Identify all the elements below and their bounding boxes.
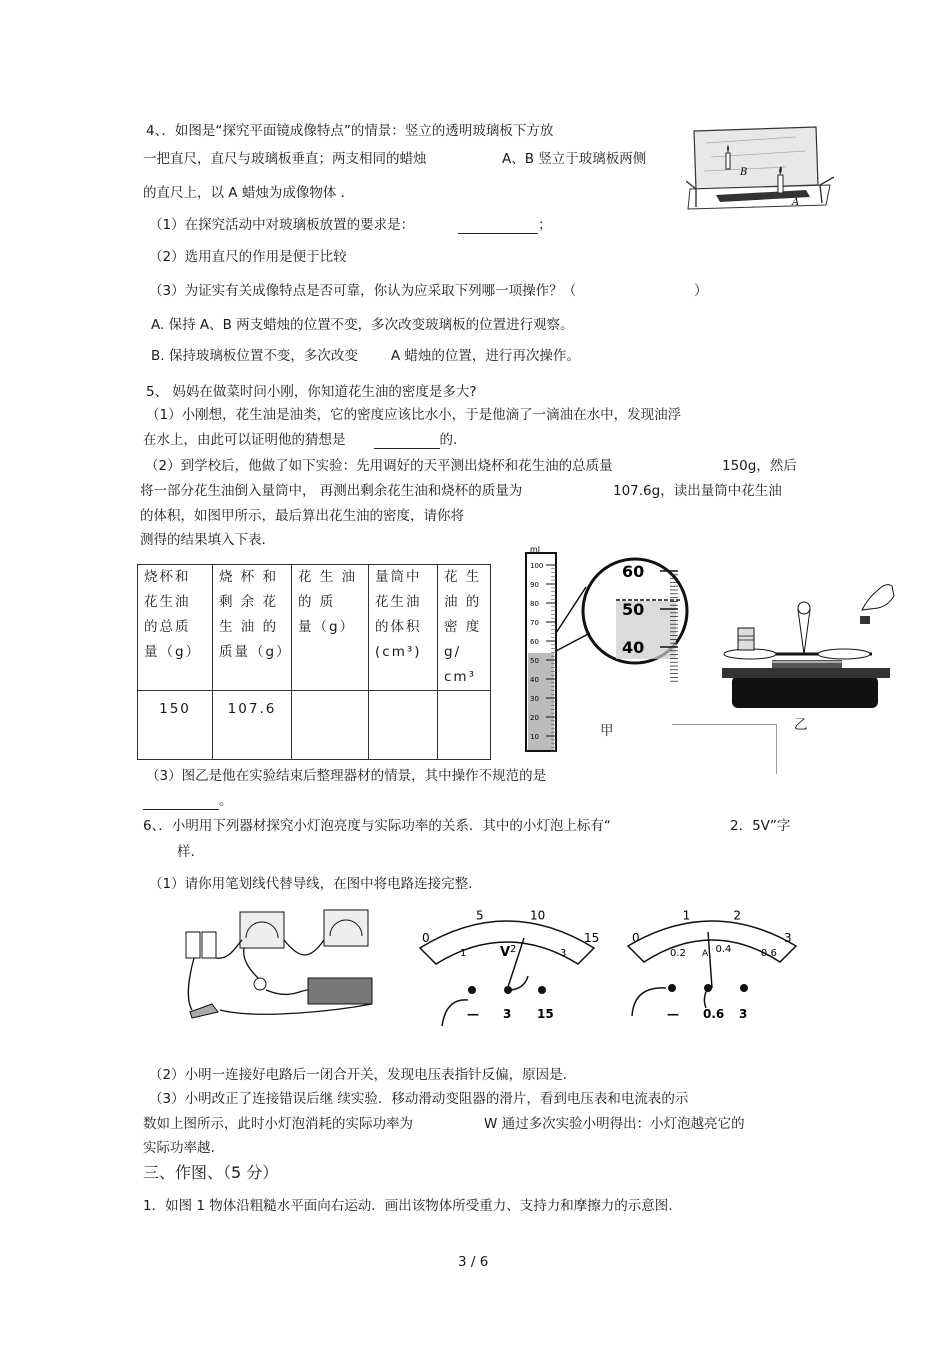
cylinder-tick-label: 50 xyxy=(530,657,539,665)
ammeter-unit: A xyxy=(702,949,709,959)
dial-outer-label: 15 xyxy=(584,931,600,945)
cell-remaining: 107.6 xyxy=(213,691,292,760)
q5-sub3b: 。 xyxy=(143,792,233,810)
balance-figure xyxy=(712,570,904,715)
q4-option-a: A. 保持 A、B 两支蜡烛的位置不变，多次改变玻璃板的位置进行观察。 xyxy=(151,317,574,333)
q6-line1c: 样. xyxy=(177,844,195,860)
q5-sub2b: 将一部分花生油倒入量筒中， 再测出剩余花生油和烧杯的质量为 xyxy=(140,483,523,499)
q4-line2b: A、B 竖立于玻璃板两侧 xyxy=(502,151,647,167)
cylinder-tick-label: 90 xyxy=(530,581,539,589)
q6-sub2: （2）小明一连接好电路后一闭合开关，发现电压表指针反偏，原因是. xyxy=(149,1067,567,1083)
cylinder-tick-label: 60 xyxy=(530,638,539,646)
zoom-tick-label: 60 xyxy=(622,562,645,581)
terminal-label: 3 xyxy=(739,1007,748,1021)
cylinder-tick-label: 70 xyxy=(530,619,539,627)
dial-inner-label: 0.4 xyxy=(715,944,732,955)
q4-line2a: 一把直尺，直尺与玻璃板垂直；两支相同的蜡烛 xyxy=(143,151,427,167)
ammeter-dial xyxy=(622,906,802,1026)
q4-sub1: （1）在探究活动中对玻璃板放置的要求是： ； xyxy=(149,217,552,233)
dial-inner-label: 0.2 xyxy=(670,948,686,960)
cylinder-tick-label: 80 xyxy=(530,600,539,608)
dial-inner-label: 2 xyxy=(510,944,517,955)
q5-line1: 5、 妈妈在做菜时问小刚，你知道花生油的密度是多大? xyxy=(146,384,477,400)
q4-line3: 的直尺上，以 A 蜡烛为成像物体 ． xyxy=(143,185,355,201)
cylinder-tick-label: 40 xyxy=(530,676,539,684)
dial-inner-label: 1 xyxy=(460,948,467,960)
q6-sub1: （1）请你用笔划线代替导线，在图中将电路连接完整. xyxy=(149,876,473,892)
terminal-label: — xyxy=(667,1007,679,1021)
q6-sub3c: 实际功率越. xyxy=(143,1140,215,1156)
circuit-figure xyxy=(180,900,406,1030)
q5-sub3a: （3）图乙是他在实验结束后整理器材的情景，其中操作不规范的是 xyxy=(146,768,547,784)
dial-inner-label: 3 xyxy=(560,948,567,960)
terminal-label: 3 xyxy=(503,1007,512,1021)
dial-outer-label: 2 xyxy=(733,908,741,923)
voltmeter-unit: V xyxy=(500,945,511,960)
q6-sub3b-unit: W 通过多次实验小明得出：小灯泡越亮它的 xyxy=(484,1116,745,1132)
label-b: B xyxy=(740,167,748,178)
voltmeter-dial xyxy=(412,906,602,1031)
dial-inner-label: 0.6 xyxy=(760,948,777,960)
header-volume: 量筒中 花生油 的体积 (cm³) xyxy=(369,565,438,691)
table-header-row xyxy=(138,565,491,691)
dial-outer-label: 1 xyxy=(682,908,691,923)
q6-line1a: 6、．小明用下列器材探究小灯泡亮度与实际功率的关系．其中的小灯泡上标有“ xyxy=(143,818,611,834)
sec3-q1: 1．如图 1 物体沿粗糙水平面向右运动．画出该物体所受重力、支持力和摩擦力的示意图. xyxy=(143,1198,673,1214)
section-heading: 三、作图、（5 分） xyxy=(143,1163,279,1182)
q5-sub1a: （1）小刚想，花生油是油类，它的密度应该比水小，于是他滴了一滴油在水中，发现油浮 xyxy=(146,407,682,423)
cell-density xyxy=(438,691,491,760)
label-a: A xyxy=(792,197,800,208)
results-table xyxy=(137,564,491,760)
divider xyxy=(672,724,776,725)
q5-sub1b: 在水上，由此可以证明他的猜想是 的. xyxy=(143,432,458,448)
q5-remaining-mass: 107.6g，读出量筒中花生油 xyxy=(613,483,782,499)
q4-line1: 4、．如图是“探究平面镜成像特点”的情景：竖立的透明玻璃板下方放 xyxy=(146,123,554,139)
cylinder-tick-label: 30 xyxy=(530,695,539,703)
q5-sub2d: 测得的结果填入下表. xyxy=(140,532,266,548)
q4-option-b: B. 保持玻璃板位置不变，多次改变 A 蜡烛的位置，进行再次操作。 xyxy=(151,348,580,364)
q6-line1b: 2．5V”字 xyxy=(730,818,791,834)
table-row xyxy=(138,691,491,760)
q5-sub2c: 的体积，如图甲所示，最后算出花生油的密度，请你将 xyxy=(140,508,464,524)
q4-sub3: （3）为证实有关成像特点是否可靠，你认为应采取下列哪一项操作？（ ） xyxy=(149,283,708,299)
zoom-tick-label: 50 xyxy=(622,600,645,619)
page-number: 3 / 6 xyxy=(458,1254,489,1270)
header-remaining-mass: 烧 杯 和 剩 余 花 生 油 的 质量（g） xyxy=(213,565,292,691)
q6-sub3b: 数如上图所示，此时小灯泡消耗的实际功率为 xyxy=(143,1116,413,1132)
label-jia: 甲 xyxy=(600,723,614,739)
cell-volume xyxy=(369,691,438,760)
terminal-label: 0.6 xyxy=(703,1007,725,1021)
plane-mirror-figure xyxy=(686,123,834,213)
header-density: 花 生 油 的 密 度 g/ cm³ xyxy=(438,565,491,691)
terminal-label: 15 xyxy=(537,1007,554,1021)
terminal-label: — xyxy=(467,1007,479,1021)
divider-vertical xyxy=(776,724,777,774)
q6-sub3a: （3）小明改正了连接错误后继 续实验．移动滑动变阻器的滑片，看到电压表和电流表的示 xyxy=(149,1091,689,1107)
q4-sub2: （2）选用直尺的作用是便于比较 xyxy=(149,249,347,265)
dial-outer-label: 3 xyxy=(784,931,792,945)
label-yi: 乙 xyxy=(794,717,808,733)
cylinder-tick-label: 10 xyxy=(530,733,539,741)
header-total-mass: 烧杯和 花生油 的总质 量（g） xyxy=(138,565,213,691)
dial-outer-label: 0 xyxy=(422,931,430,945)
cell-total: 150 xyxy=(138,691,213,760)
dial-outer-label: 0 xyxy=(632,931,640,945)
zoom-tick-label: 40 xyxy=(622,638,645,657)
cylinder-unit: ml xyxy=(530,545,541,554)
dial-outer-label: 10 xyxy=(530,908,546,923)
header-oil-mass: 花 生 油 的 质 量（g） xyxy=(292,565,369,691)
cell-oil-mass xyxy=(292,691,369,760)
cylinder-tick-label: 100 xyxy=(530,562,544,570)
q5-sub2a: （2）到学校后，他做了如下实验：先用调好的天平测出烧杯和花生油的总质量 xyxy=(145,458,613,474)
dial-outer-label: 5 xyxy=(476,908,484,923)
cylinder-tick-label: 20 xyxy=(530,714,539,722)
q5-total-mass: 150g，然后 xyxy=(722,458,797,474)
